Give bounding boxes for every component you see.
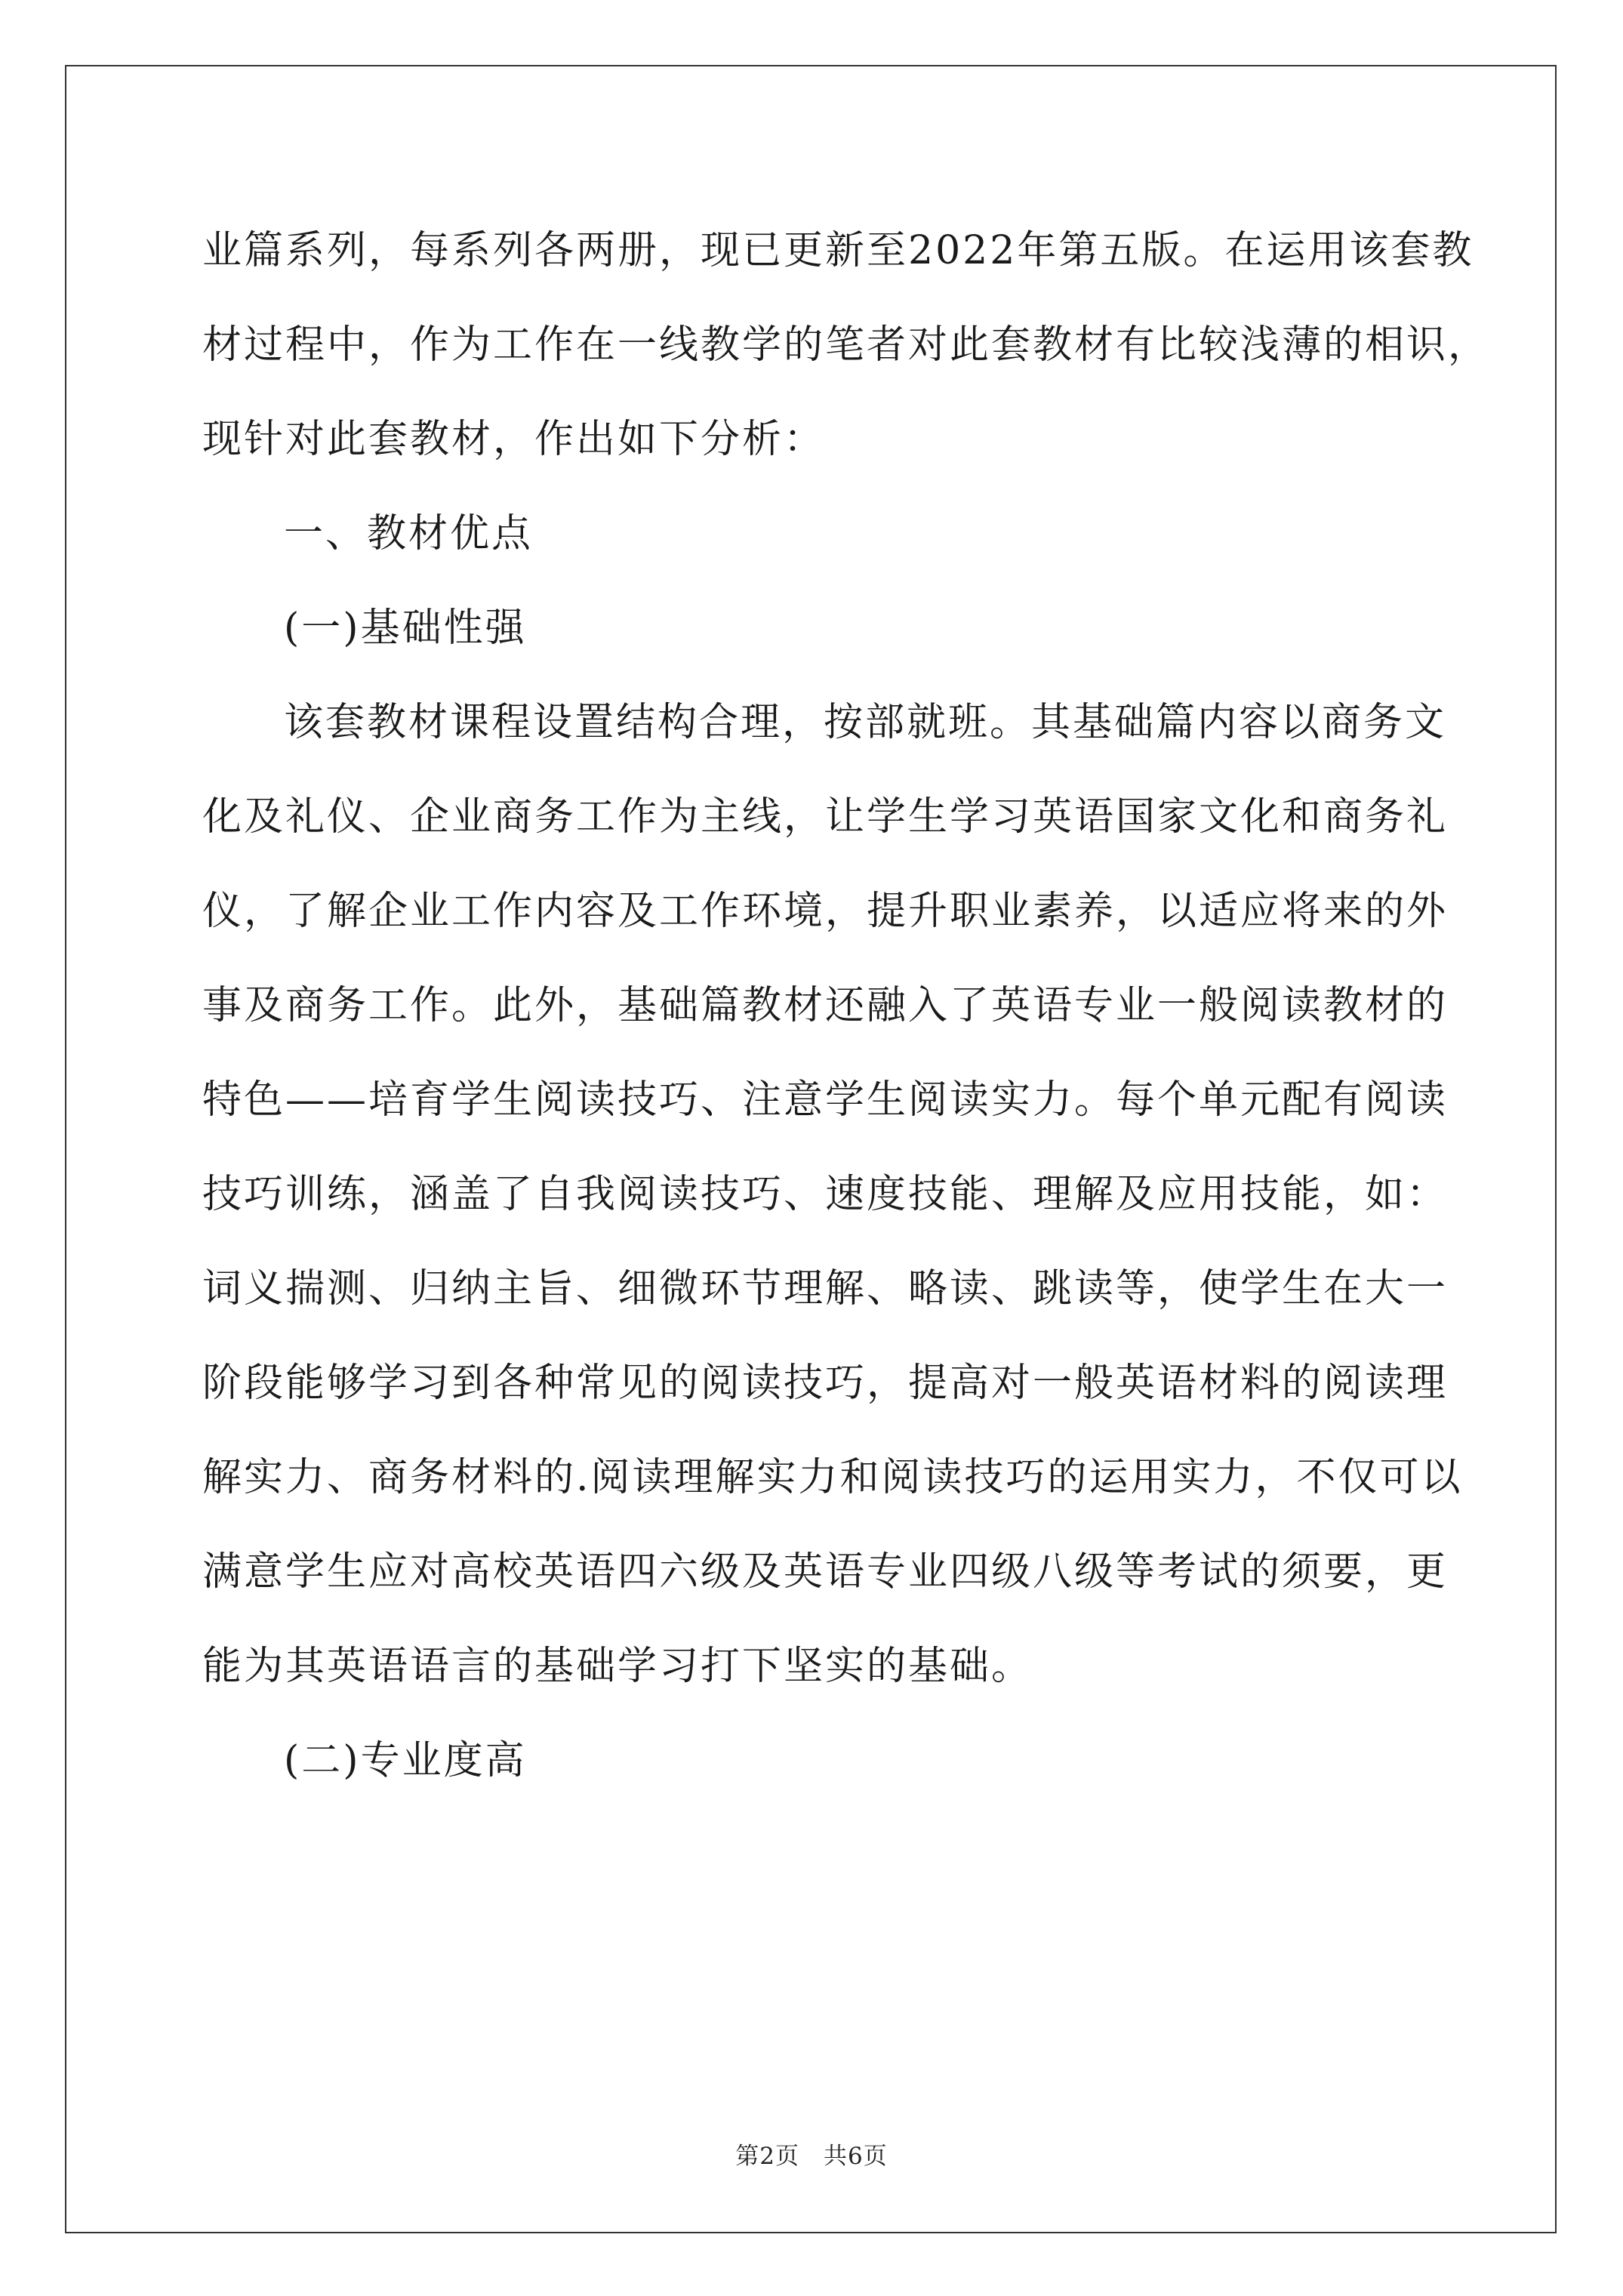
text-line: 材过程中，作为工作在一线教学的笔者对此套教材有比较浅薄的相识， <box>202 322 1490 368</box>
text-line: 能为其英语语言的基础学习打下坚实的基础。 <box>202 1644 1033 1689</box>
text-line: 技巧训练，涵盖了自我阅读技巧、速度技能、理解及应用技能，如： <box>202 1172 1449 1217</box>
section-heading: 一、教材优点 <box>284 511 534 556</box>
subsection-heading: (二)专业度高 <box>284 1738 527 1783</box>
subsection-heading: (一)基础性强 <box>284 606 527 651</box>
text-line: 阶段能够学习到各种常见的阅读技巧，提高对一般英语材料的阅读理 <box>202 1361 1449 1406</box>
text-line: 化及礼仪、企业商务工作为主线，让学生学习英语国家文化和商务礼 <box>202 794 1449 840</box>
text-line: 满意学生应对高校英语四六级及英语专业四级八级等考试的须要，更 <box>202 1549 1449 1595</box>
text-line: 特色——培育学生阅读技巧、注意学生阅读实力。每个单元配有阅读 <box>202 1077 1449 1123</box>
text-line: 仪，了解企业工作内容及工作环境，提升职业素养，以适应将来的外 <box>202 889 1449 934</box>
page-number-footer: 第2页 共6页 <box>735 2143 888 2170</box>
text-line: 业篇系列，每系列各两册，现已更新至2022年第五版。在运用该套教 <box>202 228 1474 273</box>
text-line: 词义揣测、归纳主旨、细微环节理解、略读、跳读等，使学生在大一 <box>202 1266 1449 1311</box>
text-line: 事及商务工作。此外，基础篇教材还融入了英语专业一般阅读教材的 <box>202 983 1449 1028</box>
paragraph-start: 该套教材课程设置结构合理，按部就班。其基础篇内容以商务文 <box>284 700 1447 745</box>
document-body <box>202 204 1490 1808</box>
text-line: 现针对此套教材，作出如下分析： <box>202 417 826 462</box>
text-line: 解实力、商务材料的.阅读理解实力和阅读技巧的运用实力，不仅可以 <box>202 1455 1463 1500</box>
